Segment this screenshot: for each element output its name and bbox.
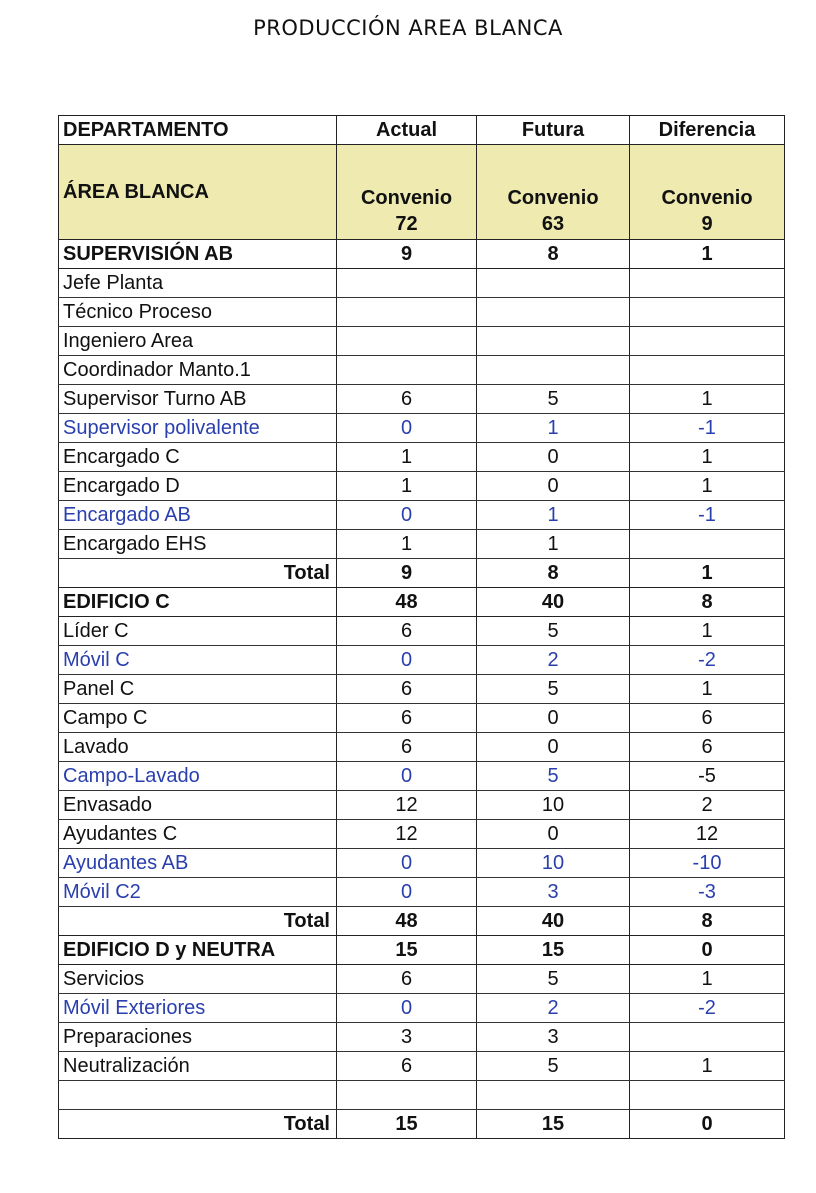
section-name: SUPERVISIÓN AB (59, 240, 337, 269)
convenio-actual-value: 72 (395, 213, 418, 235)
table-row (59, 704, 785, 733)
row-name (59, 1081, 337, 1110)
row-actual (337, 1081, 477, 1110)
row-name: Panel C (59, 675, 337, 704)
total-label: Total (59, 907, 337, 936)
row-futura (477, 356, 630, 385)
row-futura: 5 (477, 965, 630, 994)
total-actual: 48 (337, 907, 477, 936)
row-name: Campo C (59, 704, 337, 733)
convenio-futura-value: 63 (541, 213, 565, 235)
section-actual: 48 (337, 588, 477, 617)
total-label: Total (59, 1110, 337, 1139)
row-futura: 0 (477, 704, 630, 733)
row-name: Coordinador Manto.1 (59, 356, 337, 385)
total-row (59, 907, 785, 936)
row-futura: 10 (477, 849, 630, 878)
row-futura: 1 (477, 530, 630, 559)
total-futura: 40 (477, 907, 630, 936)
row-name: Supervisor polivalente (59, 414, 337, 443)
row-name: Campo-Lavado (59, 762, 337, 791)
row-futura: 1 (477, 414, 630, 443)
row-diferencia (630, 1081, 785, 1110)
table-row (59, 646, 785, 675)
header-futura: Futura (477, 116, 630, 145)
production-table (58, 115, 785, 1139)
table-row (59, 443, 785, 472)
row-diferencia: 1 (630, 385, 785, 414)
row-diferencia: -2 (630, 646, 785, 675)
total-row (59, 1110, 785, 1139)
table-row (59, 617, 785, 646)
row-actual: 0 (337, 994, 477, 1023)
table-row (59, 994, 785, 1023)
row-futura: 0 (477, 472, 630, 501)
row-diferencia (630, 356, 785, 385)
table-row (59, 356, 785, 385)
total-diferencia: 0 (630, 1110, 785, 1139)
total-diferencia: 1 (630, 559, 785, 588)
row-futura (477, 1081, 630, 1110)
row-futura: 5 (477, 617, 630, 646)
row-actual: 0 (337, 646, 477, 675)
row-name: Encargado AB (59, 501, 337, 530)
row-diferencia: 1 (630, 472, 785, 501)
row-actual: 0 (337, 878, 477, 907)
convenio-futura-cell (477, 145, 630, 240)
table-row (59, 1081, 785, 1110)
row-diferencia (630, 530, 785, 559)
section-actual: 9 (337, 240, 477, 269)
section-row (59, 240, 785, 269)
row-diferencia: -1 (630, 501, 785, 530)
row-futura (477, 269, 630, 298)
row-name: Supervisor Turno AB (59, 385, 337, 414)
row-actual: 6 (337, 704, 477, 733)
row-diferencia: 12 (630, 820, 785, 849)
row-futura: 1 (477, 501, 630, 530)
row-diferencia (630, 1023, 785, 1052)
row-actual: 3 (337, 1023, 477, 1052)
total-label: Total (59, 559, 337, 588)
convenio-diferencia-value: 9 (701, 213, 713, 235)
row-diferencia: -3 (630, 878, 785, 907)
row-futura: 0 (477, 733, 630, 762)
row-futura: 3 (477, 878, 630, 907)
section-diferencia: 0 (630, 936, 785, 965)
table-row (59, 472, 785, 501)
row-futura: 2 (477, 646, 630, 675)
section-row (59, 936, 785, 965)
total-futura: 8 (477, 559, 630, 588)
total-futura: 15 (477, 1110, 630, 1139)
row-diferencia: -10 (630, 849, 785, 878)
row-futura (477, 298, 630, 327)
section-futura: 40 (477, 588, 630, 617)
total-diferencia: 8 (630, 907, 785, 936)
row-actual: 1 (337, 472, 477, 501)
row-diferencia (630, 298, 785, 327)
table-row (59, 733, 785, 762)
table-row (59, 501, 785, 530)
row-name: Ayudantes AB (59, 849, 337, 878)
convenio-label: Convenio (360, 187, 453, 209)
row-actual: 6 (337, 675, 477, 704)
header-row (59, 116, 785, 145)
table-row (59, 414, 785, 443)
header-departamento: DEPARTAMENTO (59, 116, 337, 145)
table-row (59, 385, 785, 414)
row-actual: 0 (337, 414, 477, 443)
row-actual: 0 (337, 501, 477, 530)
row-diferencia: 2 (630, 791, 785, 820)
row-diferencia: 1 (630, 443, 785, 472)
row-actual: 6 (337, 965, 477, 994)
area-header-row (59, 145, 785, 240)
total-row (59, 559, 785, 588)
row-name: Envasado (59, 791, 337, 820)
table-row (59, 878, 785, 907)
table-row (59, 965, 785, 994)
table-row (59, 675, 785, 704)
row-name: Móvil C (59, 646, 337, 675)
row-actual (337, 298, 477, 327)
convenio-actual-cell (337, 145, 477, 240)
section-diferencia: 8 (630, 588, 785, 617)
table-row (59, 1023, 785, 1052)
row-name: Neutralización (59, 1052, 337, 1081)
row-diferencia: 1 (630, 675, 785, 704)
row-actual: 0 (337, 849, 477, 878)
row-diferencia: 6 (630, 704, 785, 733)
section-futura: 15 (477, 936, 630, 965)
row-diferencia: -5 (630, 762, 785, 791)
convenio-diferencia-cell (630, 145, 785, 240)
row-actual: 6 (337, 385, 477, 414)
row-name: Móvil C2 (59, 878, 337, 907)
header-diferencia: Diferencia (630, 116, 785, 145)
row-diferencia: 1 (630, 965, 785, 994)
row-name: Encargado EHS (59, 530, 337, 559)
row-name: Servicios (59, 965, 337, 994)
row-diferencia: -2 (630, 994, 785, 1023)
table-row (59, 762, 785, 791)
row-name: Encargado C (59, 443, 337, 472)
row-name: Líder C (59, 617, 337, 646)
section-row (59, 588, 785, 617)
row-futura: 5 (477, 675, 630, 704)
row-name: Encargado D (59, 472, 337, 501)
row-actual (337, 327, 477, 356)
table-row (59, 530, 785, 559)
row-actual: 6 (337, 617, 477, 646)
section-name: EDIFICIO D y NEUTRA (59, 936, 337, 965)
row-futura: 0 (477, 443, 630, 472)
table-row (59, 1052, 785, 1081)
total-actual: 9 (337, 559, 477, 588)
row-name: Técnico Proceso (59, 298, 337, 327)
row-actual: 1 (337, 443, 477, 472)
row-futura: 5 (477, 385, 630, 414)
row-futura: 3 (477, 1023, 630, 1052)
convenio-label: Convenio (507, 187, 599, 209)
row-diferencia (630, 269, 785, 298)
table-row (59, 298, 785, 327)
row-name: Lavado (59, 733, 337, 762)
table-row (59, 791, 785, 820)
table-row (59, 327, 785, 356)
row-actual (337, 356, 477, 385)
page-title: PRODUCCIÓN AREA BLANCA (253, 16, 563, 40)
table-row (59, 849, 785, 878)
total-actual: 15 (337, 1110, 477, 1139)
header-actual: Actual (337, 116, 477, 145)
row-futura: 0 (477, 820, 630, 849)
row-name: Ayudantes C (59, 820, 337, 849)
row-name: Jefe Planta (59, 269, 337, 298)
table-row (59, 820, 785, 849)
row-name: Móvil Exteriores (59, 994, 337, 1023)
section-actual: 15 (337, 936, 477, 965)
row-actual: 0 (337, 762, 477, 791)
section-name: EDIFICIO C (59, 588, 337, 617)
row-futura (477, 327, 630, 356)
row-actual: 12 (337, 791, 477, 820)
row-futura: 5 (477, 1052, 630, 1081)
row-name: Preparaciones (59, 1023, 337, 1052)
area-label: ÁREA BLANCA (59, 145, 337, 240)
table-row (59, 269, 785, 298)
row-actual (337, 269, 477, 298)
row-actual: 6 (337, 733, 477, 762)
row-diferencia: 1 (630, 1052, 785, 1081)
row-diferencia: -1 (630, 414, 785, 443)
row-name: Ingeniero Area (59, 327, 337, 356)
row-futura: 5 (477, 762, 630, 791)
convenio-label: Convenio (661, 187, 753, 209)
row-futura: 2 (477, 994, 630, 1023)
row-diferencia: 6 (630, 733, 785, 762)
row-diferencia: 1 (630, 617, 785, 646)
section-diferencia: 1 (630, 240, 785, 269)
section-futura: 8 (477, 240, 630, 269)
row-actual: 1 (337, 530, 477, 559)
row-futura: 10 (477, 791, 630, 820)
row-diferencia (630, 327, 785, 356)
row-actual: 6 (337, 1052, 477, 1081)
row-actual: 12 (337, 820, 477, 849)
